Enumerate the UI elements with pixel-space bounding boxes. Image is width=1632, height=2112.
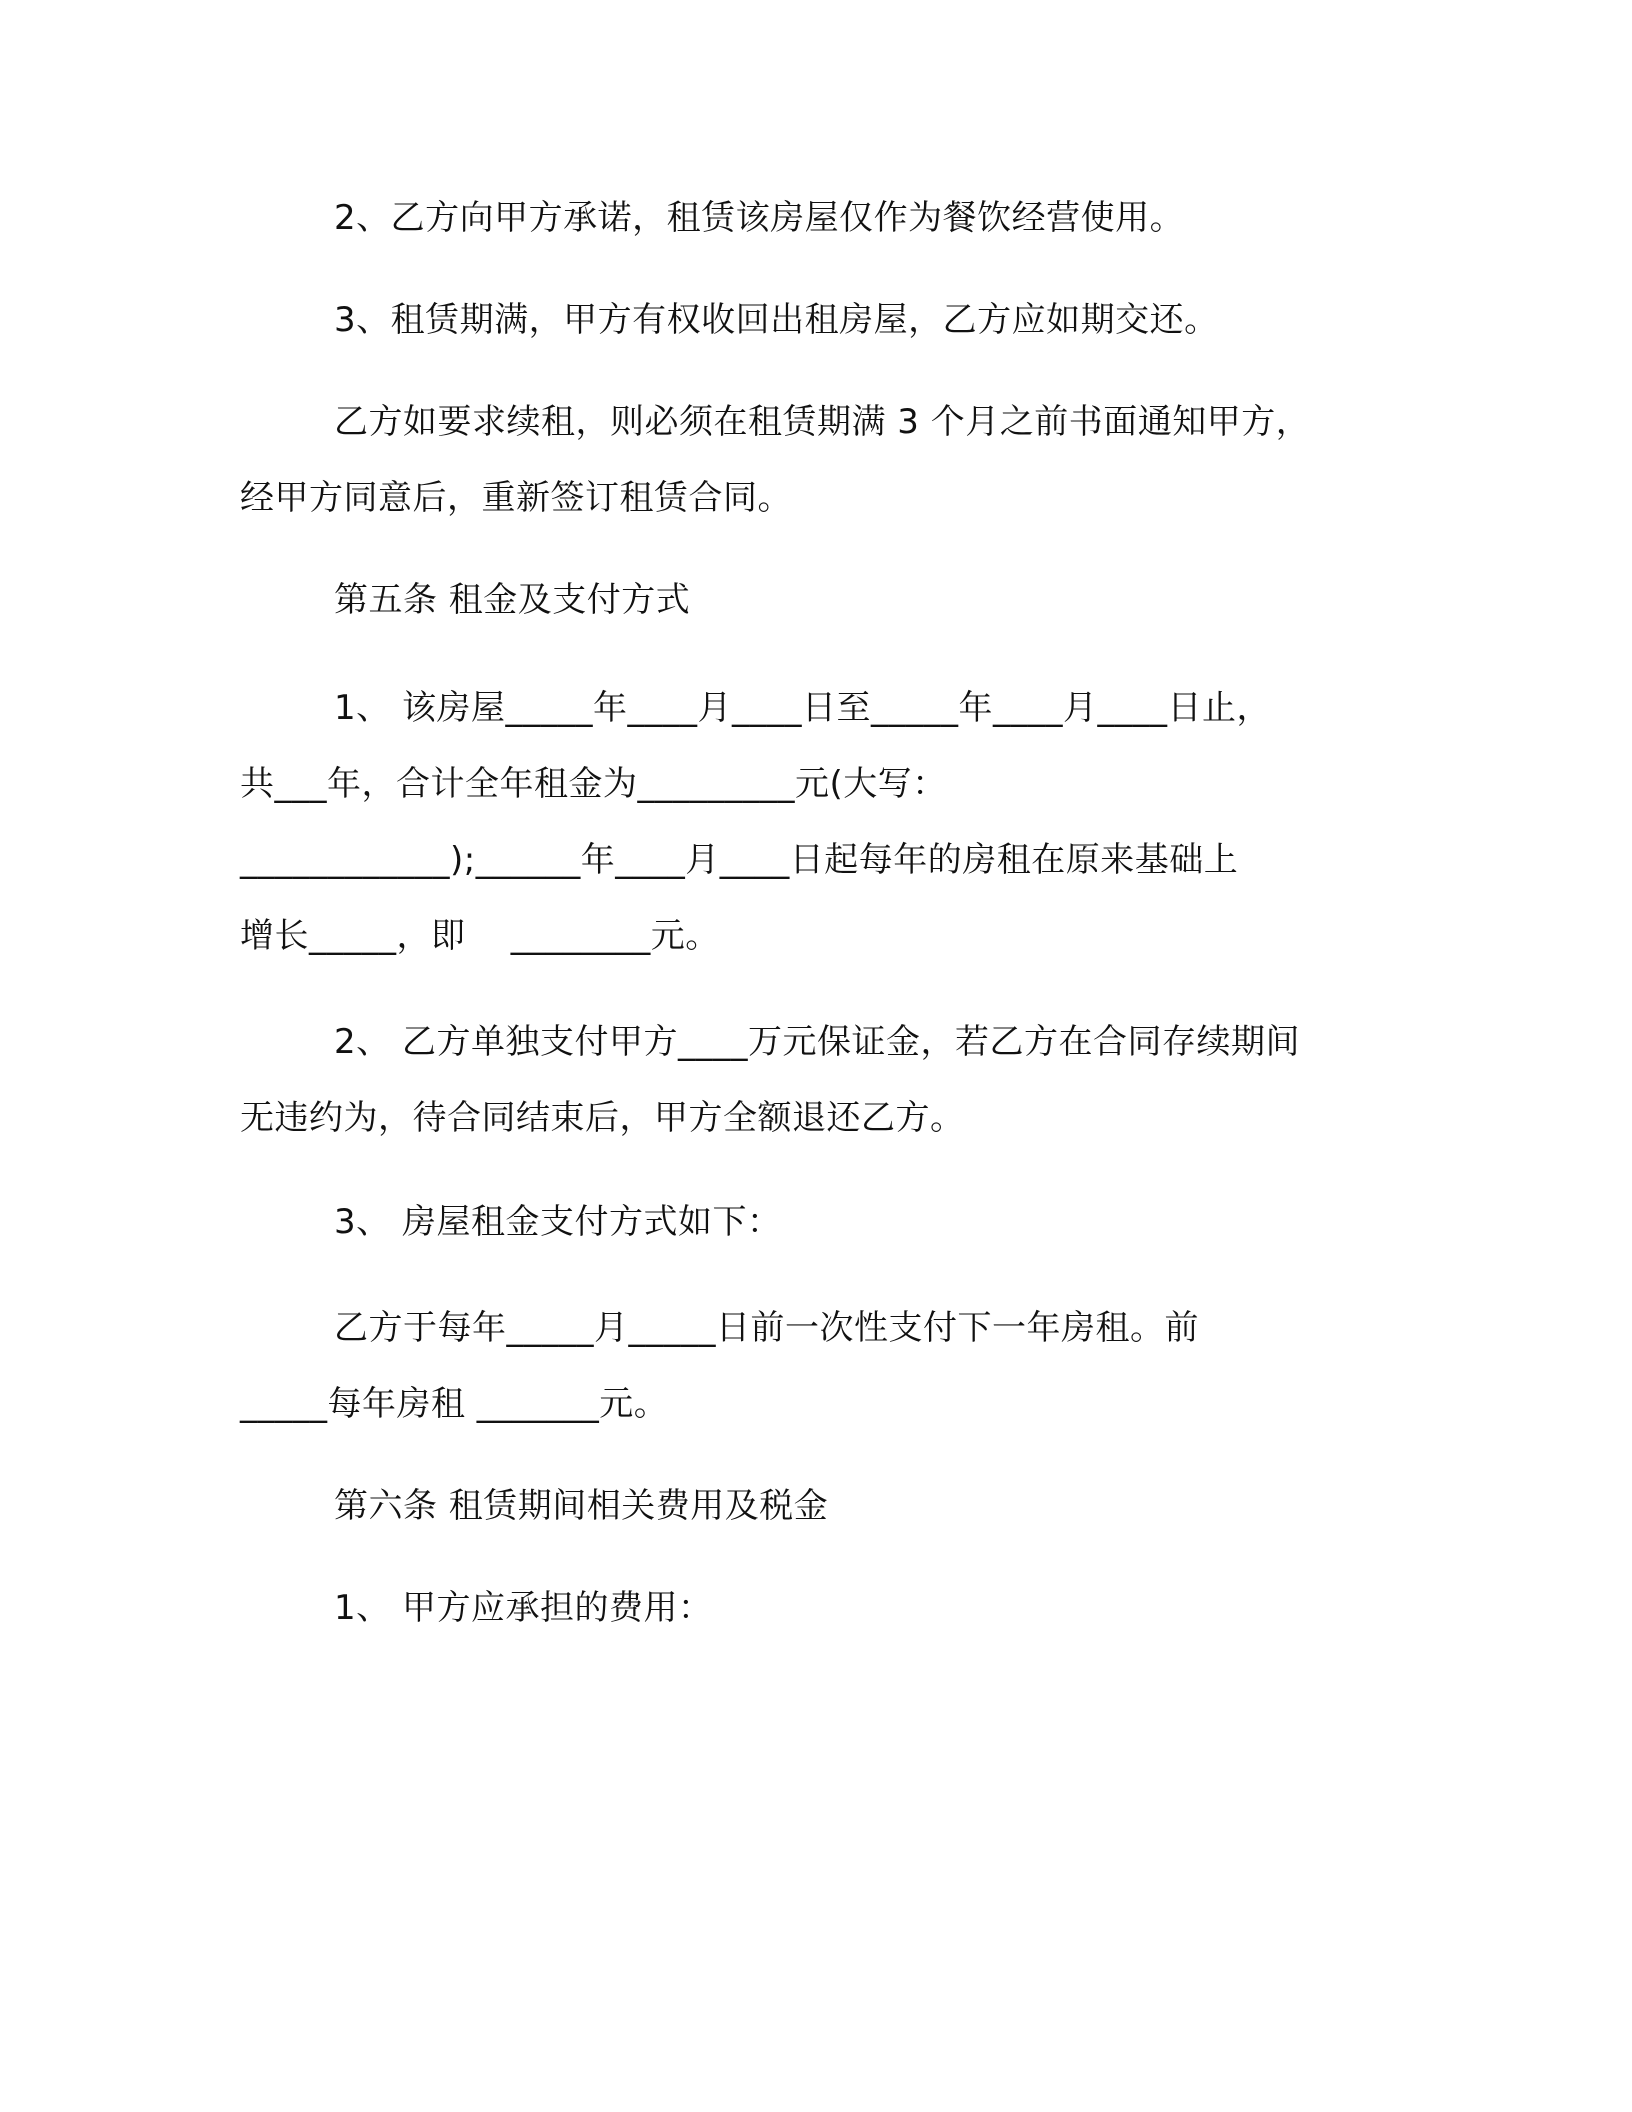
- renewal-paragraph-line-1: 乙方如要求续租，则必须在租赁期满 3 个月之前书面通知甲方，: [334, 402, 1311, 442]
- clause-5-item-3: 3、 房屋租金支付方式如下：: [334, 1202, 782, 1242]
- clause-4-item-2: 2、乙方向甲方承诺，租赁该房屋仅作为餐饮经营使用。: [334, 198, 1185, 238]
- renewal-paragraph-line-2: 经甲方同意后，重新签订租赁合同。: [240, 478, 792, 518]
- clause-4-item-3: 3、租赁期满，甲方有权收回出租房屋，乙方应如期交还。: [334, 300, 1219, 340]
- clause-5-item-1-line-2: 共___年，合计全年租金为_________元(大写：: [240, 764, 947, 804]
- clause-5-item-1-line-3: ____________);______年____月____日起每年的房租在原来基础上: [240, 840, 1239, 880]
- clause-6-heading: 第六条 租赁期间相关费用及税金: [334, 1486, 829, 1526]
- clause-5-item-2-line-1: 2、 乙方单独支付甲方____万元保证金，若乙方在合同存续期间: [334, 1022, 1300, 1062]
- payment-method-line-1: 乙方于每年_____月_____日前一次性支付下一年房租。前: [334, 1308, 1199, 1348]
- clause-5-item-1-line-1: 1、 该房屋_____年____月____日至_____年____月____日止，: [334, 688, 1271, 728]
- clause-5-item-1-line-4: 增长_____，即 ________元。: [240, 916, 720, 956]
- clause-5-item-2-line-2: 无违约为，待合同结束后，甲方全额退还乙方。: [240, 1098, 965, 1138]
- clause-6-item-1: 1、 甲方应承担的费用：: [334, 1588, 713, 1628]
- clause-5-heading: 第五条 租金及支付方式: [334, 580, 691, 620]
- payment-method-line-2: _____每年房租 _______元。: [240, 1384, 669, 1424]
